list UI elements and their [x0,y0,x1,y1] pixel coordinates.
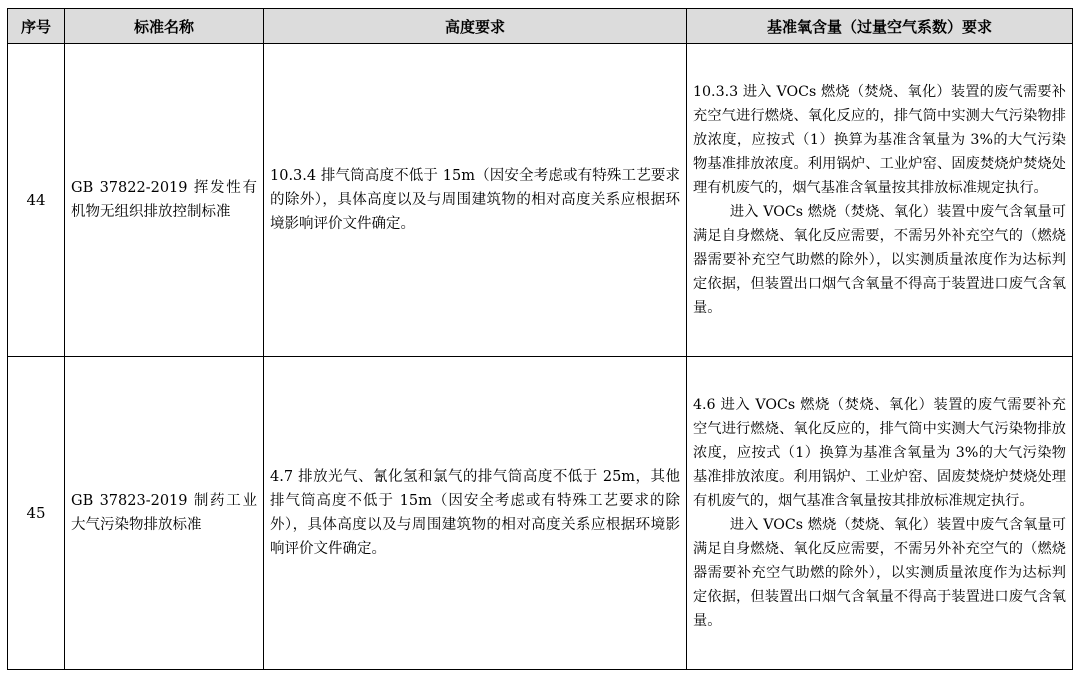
row-standard-name: GB 37823-2019 制药工业大气污染物排放标准 [65,357,264,670]
row-seq: 44 [8,44,65,357]
header-oxygen-requirement: 基准氧含量（过量空气系数）要求 [687,9,1073,44]
row-height-requirement: 4.7 排放光气、氰化氢和氯气的排气筒高度不低于 25m，其他排气筒高度不低于 15m（因安全考虑或有特殊工艺要求的除外），具体高度以及与周围建筑物的相对高度关系应根据环境影响评价文件确定。 [264,357,687,670]
table-header-row [8,9,1073,44]
header-standard-name: 标准名称 [65,9,264,44]
row-oxygen-requirement [687,357,1073,670]
oxygen-paragraph-2: 进入 VOCs 燃烧（焚烧、氧化）装置中废气含氧量可满足自身燃烧、氧化反应需要，不需另外补充空气的（燃烧器需要补充空气助燃的除外），以实测质量浓度作为达标判定依据，但装置出口烟气含氧量不得高于装置进口废气含氧量。 [693,517,1066,629]
row-standard-name: GB 37822-2019 挥发性有机物无组织排放控制标准 [65,44,264,357]
oxygen-paragraph-1: 4.6 进入 VOCs 燃烧（焚烧、氧化）装置的废气需要补充空气进行燃烧、氧化反应的，排气筒中实测大气污染物排放浓度，应按式（1）换算为基准含氧量为 3%的大气污染物基准排放浓度。利用锅炉、工业炉窑、固废焚烧炉焚烧处理有机废气的，烟气基准含氧量按其排放标准规定执行。 [693,397,1066,509]
row-oxygen-requirement [687,44,1073,357]
oxygen-paragraph-1: 10.3.3 进入 VOCs 燃烧（焚烧、氧化）装置的废气需要补充空气进行燃烧、氧化反应的，排气筒中实测大气污染物排放浓度，应按式（1）换算为基准含氧量为 3%的大气污染物基准排放浓度。利用锅炉、工业炉窑、固废焚烧炉焚烧处理有机废气的，烟气基准含氧量按其排放标准规定执行。 [693,84,1066,196]
row-height-requirement: 10.3.4 排气筒高度不低于 15m（因安全考虑或有特殊工艺要求的除外），具体高度以及与周围建筑物的相对高度关系应根据环境影响评价文件确定。 [264,44,687,357]
oxygen-paragraph-2: 进入 VOCs 燃烧（焚烧、氧化）装置中废气含氧量可满足自身燃烧、氧化反应需要，不需另外补充空气的（燃烧器需要补充空气助燃的除外），以实测质量浓度作为达标判定依据，但装置出口烟气含氧量不得高于装置进口废气含氧量。 [693,204,1066,316]
header-seq: 序号 [8,9,65,44]
header-height-requirement: 高度要求 [264,9,687,44]
table-row [8,357,1073,670]
standards-table [7,8,1073,670]
table-row [8,44,1073,357]
row-seq: 45 [8,357,65,670]
